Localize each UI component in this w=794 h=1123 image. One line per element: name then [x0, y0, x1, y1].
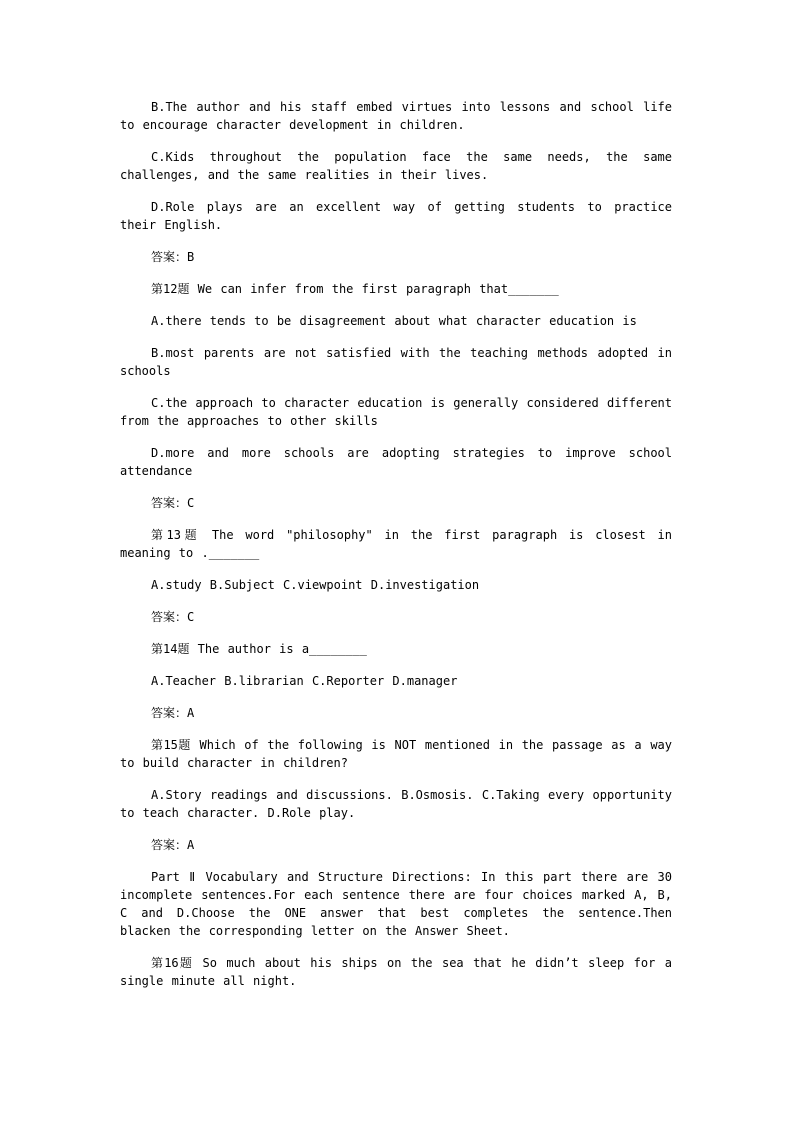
- q12-option-b: B.most parents are not satisfied with the teaching methods adopted in schools: [120, 346, 672, 378]
- q12-option-d: D.more and more schools are adopting strategies to improve school attendance: [120, 446, 672, 478]
- q16-question: 第16题 So much about his ships on the sea that he didn’t sleep for a single minute all night.: [120, 956, 672, 988]
- q15-options: A.Story readings and discussions. B.Osmosis. C.Taking every opportunity to teach character. D.Role play.: [120, 788, 672, 820]
- q11-option-c: C.Kids throughout the population face the same needs, the same challenges, and the same realities in their lives.: [120, 150, 672, 182]
- q15-question: 第15题 Which of the following is NOT mentioned in the passage as a way to build character in children?: [120, 738, 672, 770]
- q13-question: 第13题 The word "philosophy" in the first paragraph is closest in meaning to ._______: [120, 528, 672, 560]
- q12-option-c: C.the approach to character education is generally considered different from the approaches to other skills: [120, 396, 672, 428]
- q14-answer: 答案：A: [151, 706, 195, 720]
- q12-option-a: A.there tends to be disagreement about what character education is: [151, 314, 637, 328]
- q13-options: A.study B.Subject C.viewpoint D.investigation: [151, 578, 480, 592]
- q12-question: 第12题 We can infer from the first paragraph that_______: [151, 282, 559, 296]
- q14-options: A.Teacher B.librarian C.Reporter D.manager: [151, 674, 458, 688]
- q11-answer: 答案：B: [151, 250, 195, 264]
- document-page: [120, 98, 672, 1004]
- q11-option-b: B.The author and his staff embed virtues into lessons and school life to encourage character development in children.: [120, 100, 672, 132]
- q13-answer: 答案：C: [151, 610, 195, 624]
- q14-question: 第14题 The author is a________: [151, 642, 367, 656]
- q15-answer: 答案：A: [151, 838, 195, 852]
- part-2-directions: Part Ⅱ Vocabulary and Structure Directions: In this part there are 30 incomplete sentences.For each sentence there are four choices marked A, B, C and D.Choose the ONE answer that best completes the sentence.Then blacken the corresponding letter on the Answer Sheet.: [120, 870, 672, 938]
- q11-option-d: D.Role plays are an excellent way of getting students to practice their English.: [120, 200, 672, 232]
- q12-answer: 答案：C: [151, 496, 195, 510]
